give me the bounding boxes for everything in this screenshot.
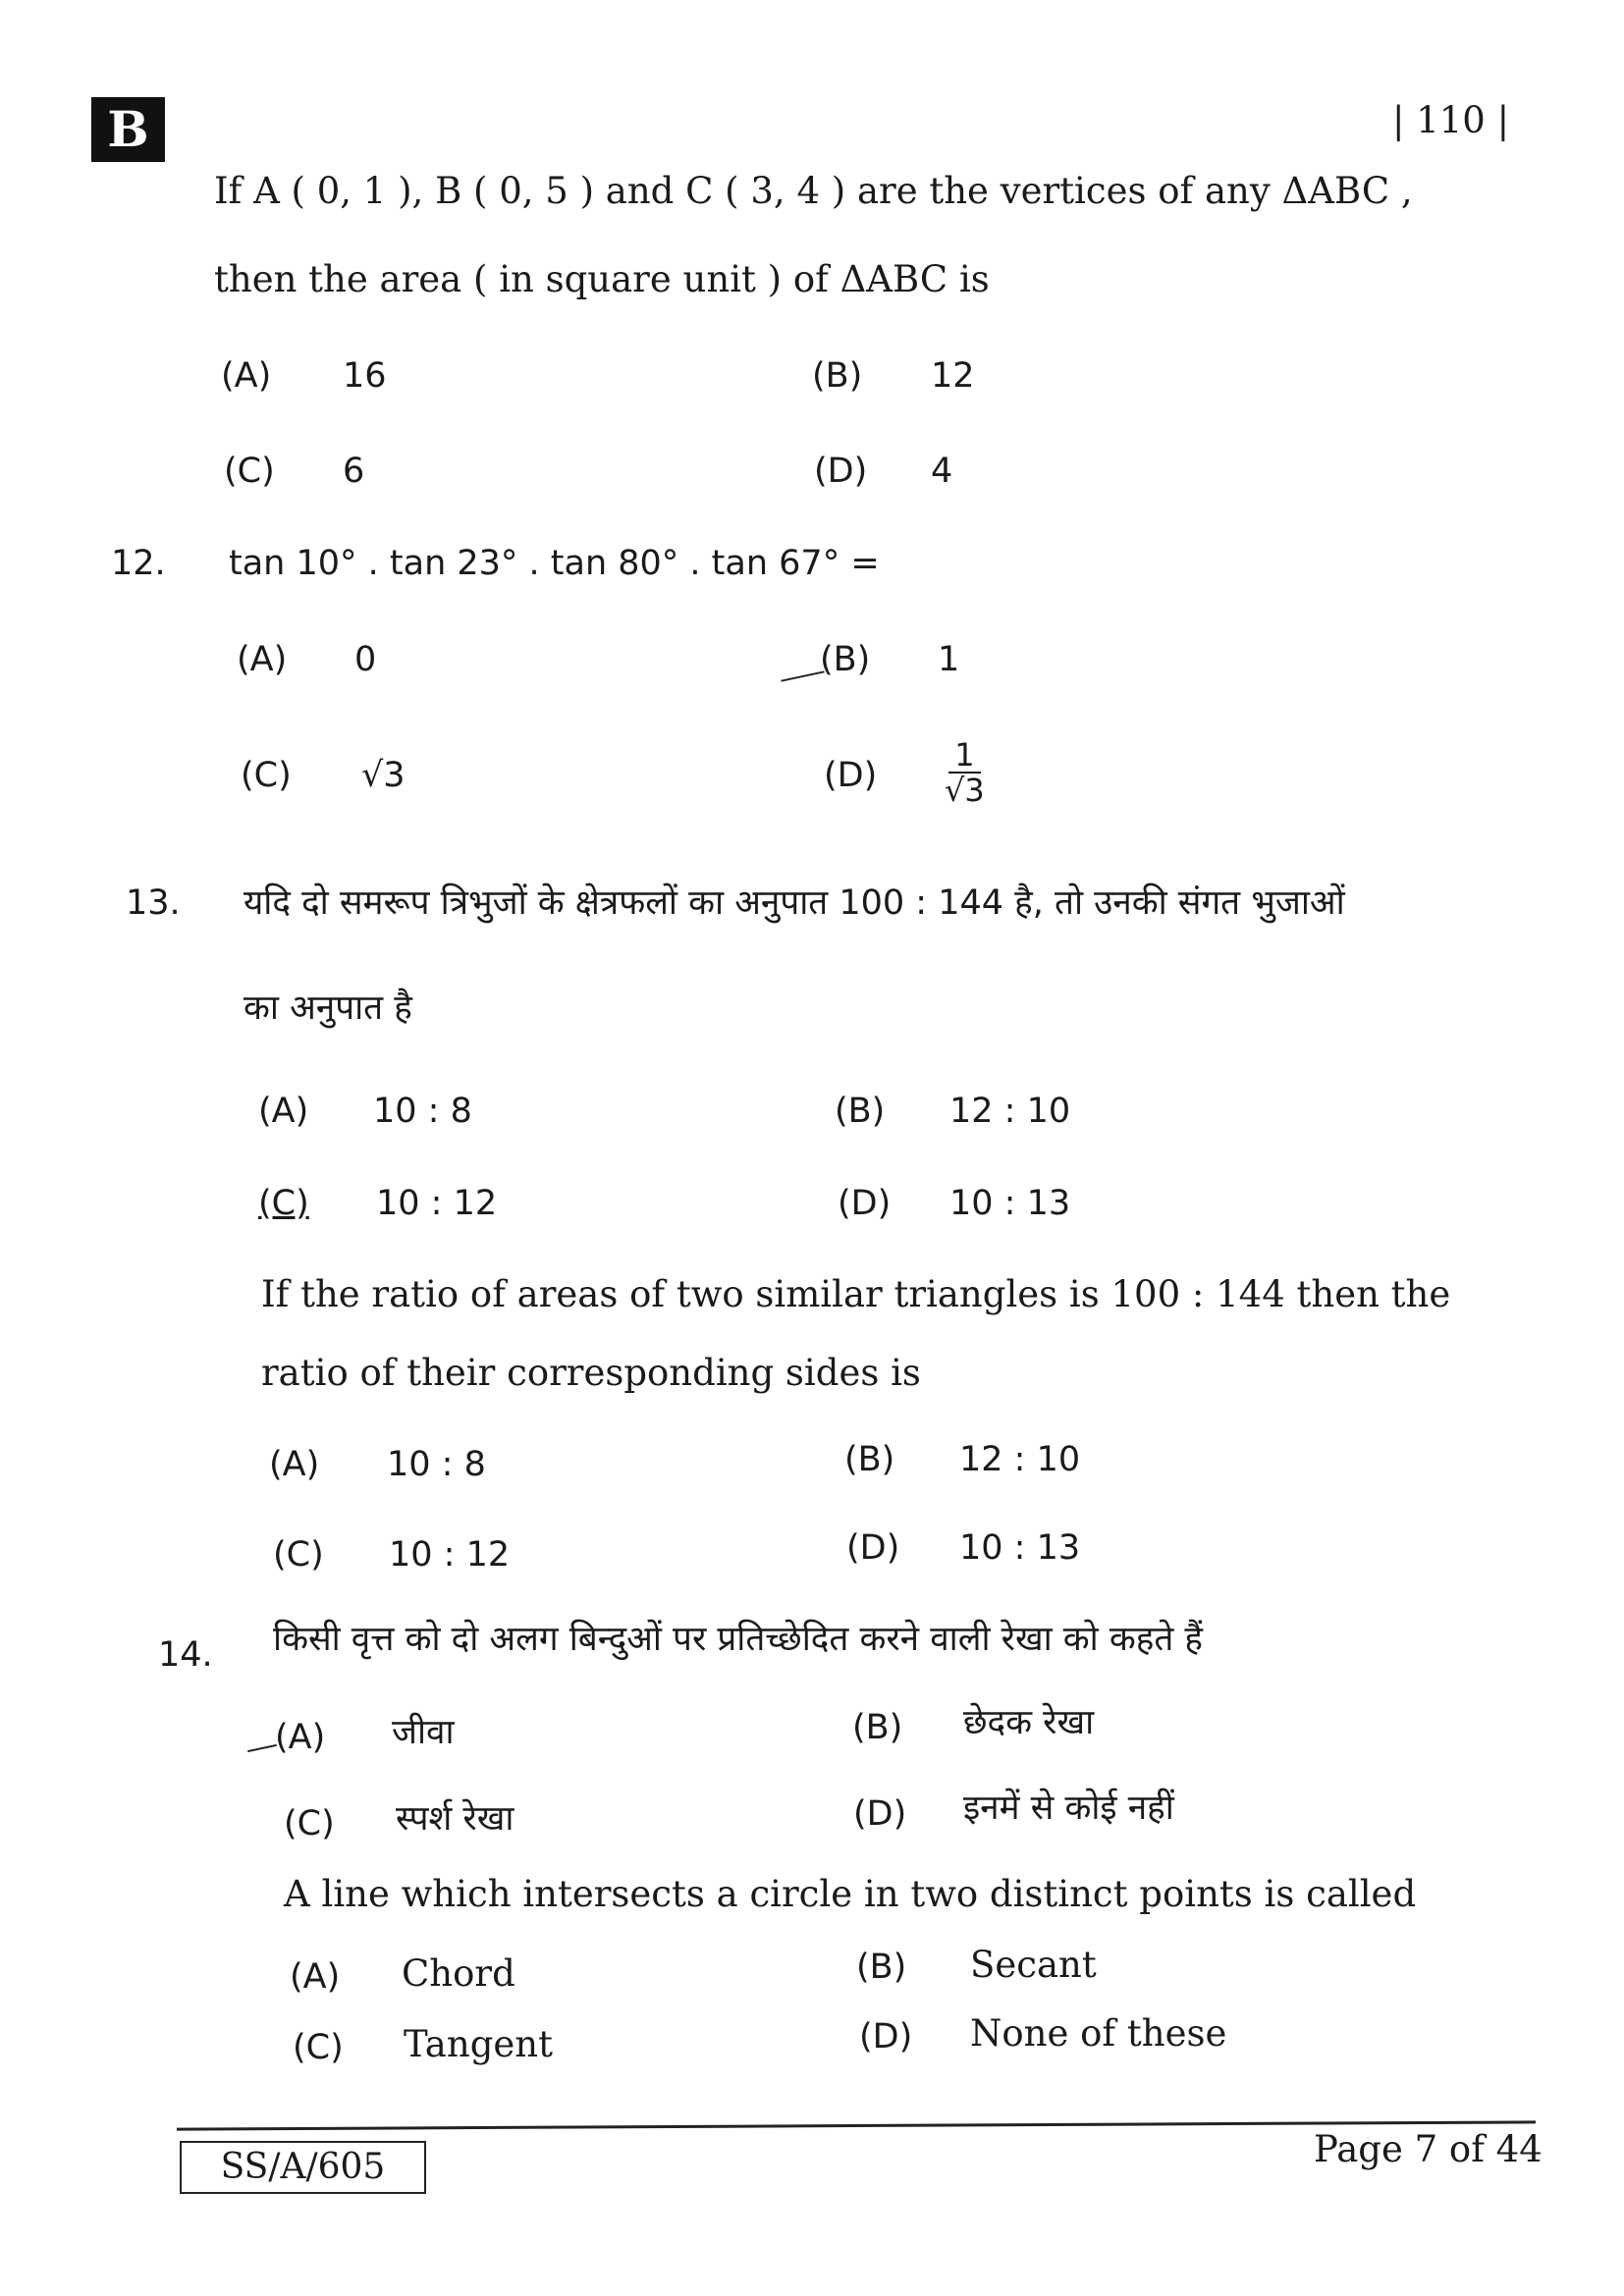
q11-option-b-value: 12 <box>931 356 975 396</box>
q13-hi-option-c-label: (C) <box>258 1184 309 1223</box>
page-number: Page 7 of 44 <box>1314 2128 1543 2170</box>
fraction-numerator: 1 <box>948 738 980 774</box>
q12-option-b-value: 1 <box>938 640 960 679</box>
q13-hi-option-d-value: 10 : 13 <box>949 1184 1071 1223</box>
q13-english-line2: ratio of their corresponding sides is <box>261 1352 921 1394</box>
q13-en-option-b-label: (B) <box>844 1440 895 1479</box>
q11-option-d-label: (D) <box>814 452 868 491</box>
set-badge: B <box>91 97 165 162</box>
q11-option-a-value: 16 <box>343 356 387 396</box>
q11-option-b-label: (B) <box>812 356 863 396</box>
q13-en-option-d-value: 10 : 13 <box>959 1528 1081 1568</box>
q13-hi-option-d-label: (D) <box>838 1184 892 1223</box>
q14-hi-option-a-label: (A) <box>275 1718 326 1757</box>
q11-option-c-label: (C) <box>224 452 275 491</box>
q14-en-option-b-label: (B) <box>856 1948 907 1987</box>
q12-option-d-fraction <box>945 738 985 807</box>
q14-en-option-a-value: Chord <box>402 1952 515 1995</box>
q13-hi-option-b-value: 12 : 10 <box>949 1092 1071 1131</box>
q14-hi-option-b-label: (B) <box>852 1708 903 1747</box>
q13-en-option-c-value: 10 : 12 <box>389 1535 511 1575</box>
q13-en-option-d-label: (D) <box>846 1528 900 1568</box>
q11-option-d-value: 4 <box>931 452 953 491</box>
q12-text: tan 10° . tan 23° . tan 80° . tan 67° = <box>229 544 880 583</box>
q13-hindi-line1: यदि दो समरूप त्रिभुजों के क्षेत्रफलों का अनुपात 100 : 144 है, तो उनकी संगत भुजाओं <box>244 883 1345 923</box>
q13-hindi-line2: का अनुपात है <box>244 988 412 1028</box>
q14-hi-option-a-value: जीवा <box>392 1713 455 1752</box>
pen-tick-mark <box>781 670 824 681</box>
q13-hi-option-a-label: (A) <box>258 1092 309 1131</box>
q14-hi-option-b-value: छेदक रेखा <box>963 1703 1095 1742</box>
q13-en-option-a-value: 10 : 8 <box>387 1445 486 1484</box>
q14-english-text: A line which intersects a circle in two distinct points is called <box>284 1873 1417 1915</box>
q13-en-option-c-label: (C) <box>273 1535 324 1575</box>
pen-tick-mark <box>247 1744 277 1752</box>
q14-hi-option-c-label: (C) <box>284 1804 335 1843</box>
q13-english-line1: If the ratio of areas of two similar triangles is 100 : 144 then the <box>261 1273 1451 1315</box>
q14-hindi-text: किसी वृत्त को दो अलग बिन्दुओं पर प्रतिच्छेदित करने वाली रेखा को कहते हैं <box>273 1620 1203 1659</box>
q14-en-option-d-label: (D) <box>859 2017 913 2056</box>
paper-code-box: SS/A/605 <box>180 2141 426 2194</box>
q11-option-a-label: (A) <box>221 356 272 396</box>
q13-hi-option-a-value: 10 : 8 <box>373 1092 472 1131</box>
q13-hi-option-b-label: (B) <box>835 1092 886 1131</box>
q12-number: 12. <box>111 544 166 583</box>
q12-option-c-value: √3 <box>361 756 406 795</box>
q12-option-d-label: (D) <box>824 756 878 795</box>
q11-text-line1: If A ( 0, 1 ), B ( 0, 5 ) and C ( 3, 4 ) are the vertices of any ΔABC , <box>214 170 1413 212</box>
q14-hi-option-d-value: इनमें से कोई नहीं <box>963 1789 1174 1828</box>
question-number-header: | 110 | <box>1392 99 1510 141</box>
q13-en-option-a-label: (A) <box>269 1445 320 1484</box>
q14-en-option-c-label: (C) <box>293 2028 344 2067</box>
q14-en-option-a-label: (A) <box>290 1957 341 1997</box>
q13-hi-option-c-value: 10 : 12 <box>376 1184 498 1223</box>
q11-option-c-value: 6 <box>343 452 365 491</box>
q12-option-a-value: 0 <box>354 640 377 679</box>
q12-option-b-label: (B) <box>820 640 871 679</box>
q13-number: 13. <box>126 883 181 923</box>
q13-en-option-b-value: 12 : 10 <box>959 1440 1081 1479</box>
q12-option-c-label: (C) <box>241 756 292 795</box>
q14-hi-option-d-label: (D) <box>853 1794 907 1834</box>
q14-en-option-d-value: None of these <box>970 2012 1227 2055</box>
q11-text-line2: then the area ( in square unit ) of ΔABC is <box>214 258 990 300</box>
q14-en-option-b-value: Secant <box>970 1944 1097 1986</box>
q14-en-option-c-value: Tangent <box>404 2023 553 2065</box>
q12-option-a-label: (A) <box>237 640 288 679</box>
q14-number: 14. <box>158 1635 213 1675</box>
fraction-denominator: √3 <box>945 772 985 809</box>
q14-hi-option-c-value: स्पर्श रेखा <box>396 1799 514 1839</box>
